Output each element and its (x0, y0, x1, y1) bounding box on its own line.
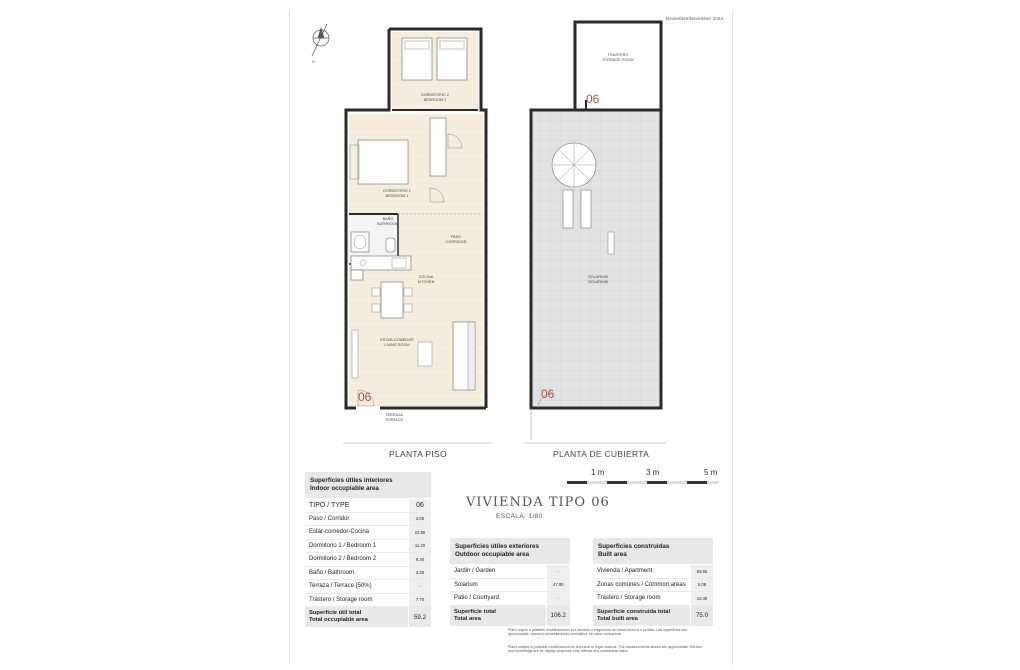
scale-label-3m: 3 m (646, 468, 660, 477)
table-row: Dormitorio 1 / Bedroom 1 11.20 (305, 539, 431, 553)
room-label-living-room: ESTAR-COMEDOR LIVING ROOM (380, 338, 414, 347)
disclaimer-es: Plano sujeto a posibles modificaciones por razones o exigencias de índole técnica o jurídica. Las superficies son aproximadas, cocina y amueblamiento orientativo, sin valor contractual. (508, 628, 688, 637)
unit-number-roof: 06 (541, 387, 555, 401)
table-row: Baño / Bathroom 4.30 (305, 566, 431, 580)
unit-type-title: VIVIENDA TIPO 06 (466, 495, 610, 510)
room-label-storage: TRASTERO STORAGE ROOM (602, 53, 634, 62)
room-label-bathroom: BAÑO BATHROOM (377, 217, 399, 226)
room-label-solarium: SOLARIUM SOLARIUM (588, 275, 608, 284)
disclaimer-en: Plans subject to possible modifications for technical or legal reasons. The measurements shown are approximate. Kitchen and furnishings are for display purposes only, without any contractual value. (508, 645, 702, 654)
table-row: Terraza / Terrace (50%) - (305, 580, 431, 594)
table-row: Jardin / Garden - (450, 565, 570, 579)
outdoor-area-table (450, 538, 570, 626)
table-row: Vivienda / Apartment 59.55 (593, 565, 713, 579)
table-row: Estar-comedor-Cocina 22.90 (305, 526, 431, 540)
scale-label-5m: 5 m (704, 468, 718, 477)
indoor-table-header: Superficies útiles interiores Indoor occupiable area (305, 472, 431, 499)
table-total-row: Superficie total Total area 106.2 (450, 605, 570, 626)
scale-label-1m: 1 m (591, 468, 605, 477)
room-label-bedroom-1: DORMITORIO 1 BEDROOM 1 (383, 189, 411, 198)
outdoor-table-header: Superficies útiles exteriores Outdoor occupiable area (450, 538, 570, 565)
unit-number-floor: 06 (358, 390, 372, 404)
roof-plan (531, 22, 661, 440)
indoor-area-table (305, 472, 431, 627)
table-row: Trastero / Storage room 7.70 (305, 593, 431, 607)
scale-bar (567, 481, 719, 484)
floor-plan-label: PLANTA PISO (389, 449, 447, 459)
table-total-row: Superficie útil total Total occupiable area 59.2 (305, 607, 431, 628)
table-row: Solarium 47.00 (450, 578, 570, 592)
table-row: Patio / Courtyard - (450, 592, 570, 606)
document-date: Noviembre/November 2024 (665, 16, 723, 21)
drawing-scale: ESCALA: 1/80 (496, 513, 543, 520)
table-row: Zonas comunes / Common areas 5.08 (593, 578, 713, 592)
north-arrow-icon (312, 24, 329, 56)
table-row: Dormitorio 2 / Bedroom 2 9.30 (305, 553, 431, 567)
room-label-corridor: PASO CORRIDOR (445, 235, 467, 244)
room-label-kitchen: COCINA KITCHEN (417, 275, 435, 284)
room-label-bedroom-2: DORMITORIO 2 BEDROOM 2 (421, 93, 449, 102)
north-label: N (312, 59, 315, 64)
built-area-table (593, 538, 713, 626)
table-row: Trastero / Storage room 10.40 (593, 592, 713, 606)
roof-plan-label: PLANTA DE CUBIERTA (553, 449, 650, 459)
unit-number-storage: 06 (586, 92, 600, 106)
table-row: Paso / Corridor 4.05 (305, 512, 431, 526)
floor-plan (346, 29, 486, 408)
table-row: TIPO / TYPE 06 (305, 499, 431, 513)
built-table-header: Superficies construidas Built area (593, 538, 713, 565)
table-total-row: Superficie construida total Total built area 75.0 (593, 605, 713, 626)
room-label-terrace: TERRAZA TERRACE (384, 413, 404, 422)
